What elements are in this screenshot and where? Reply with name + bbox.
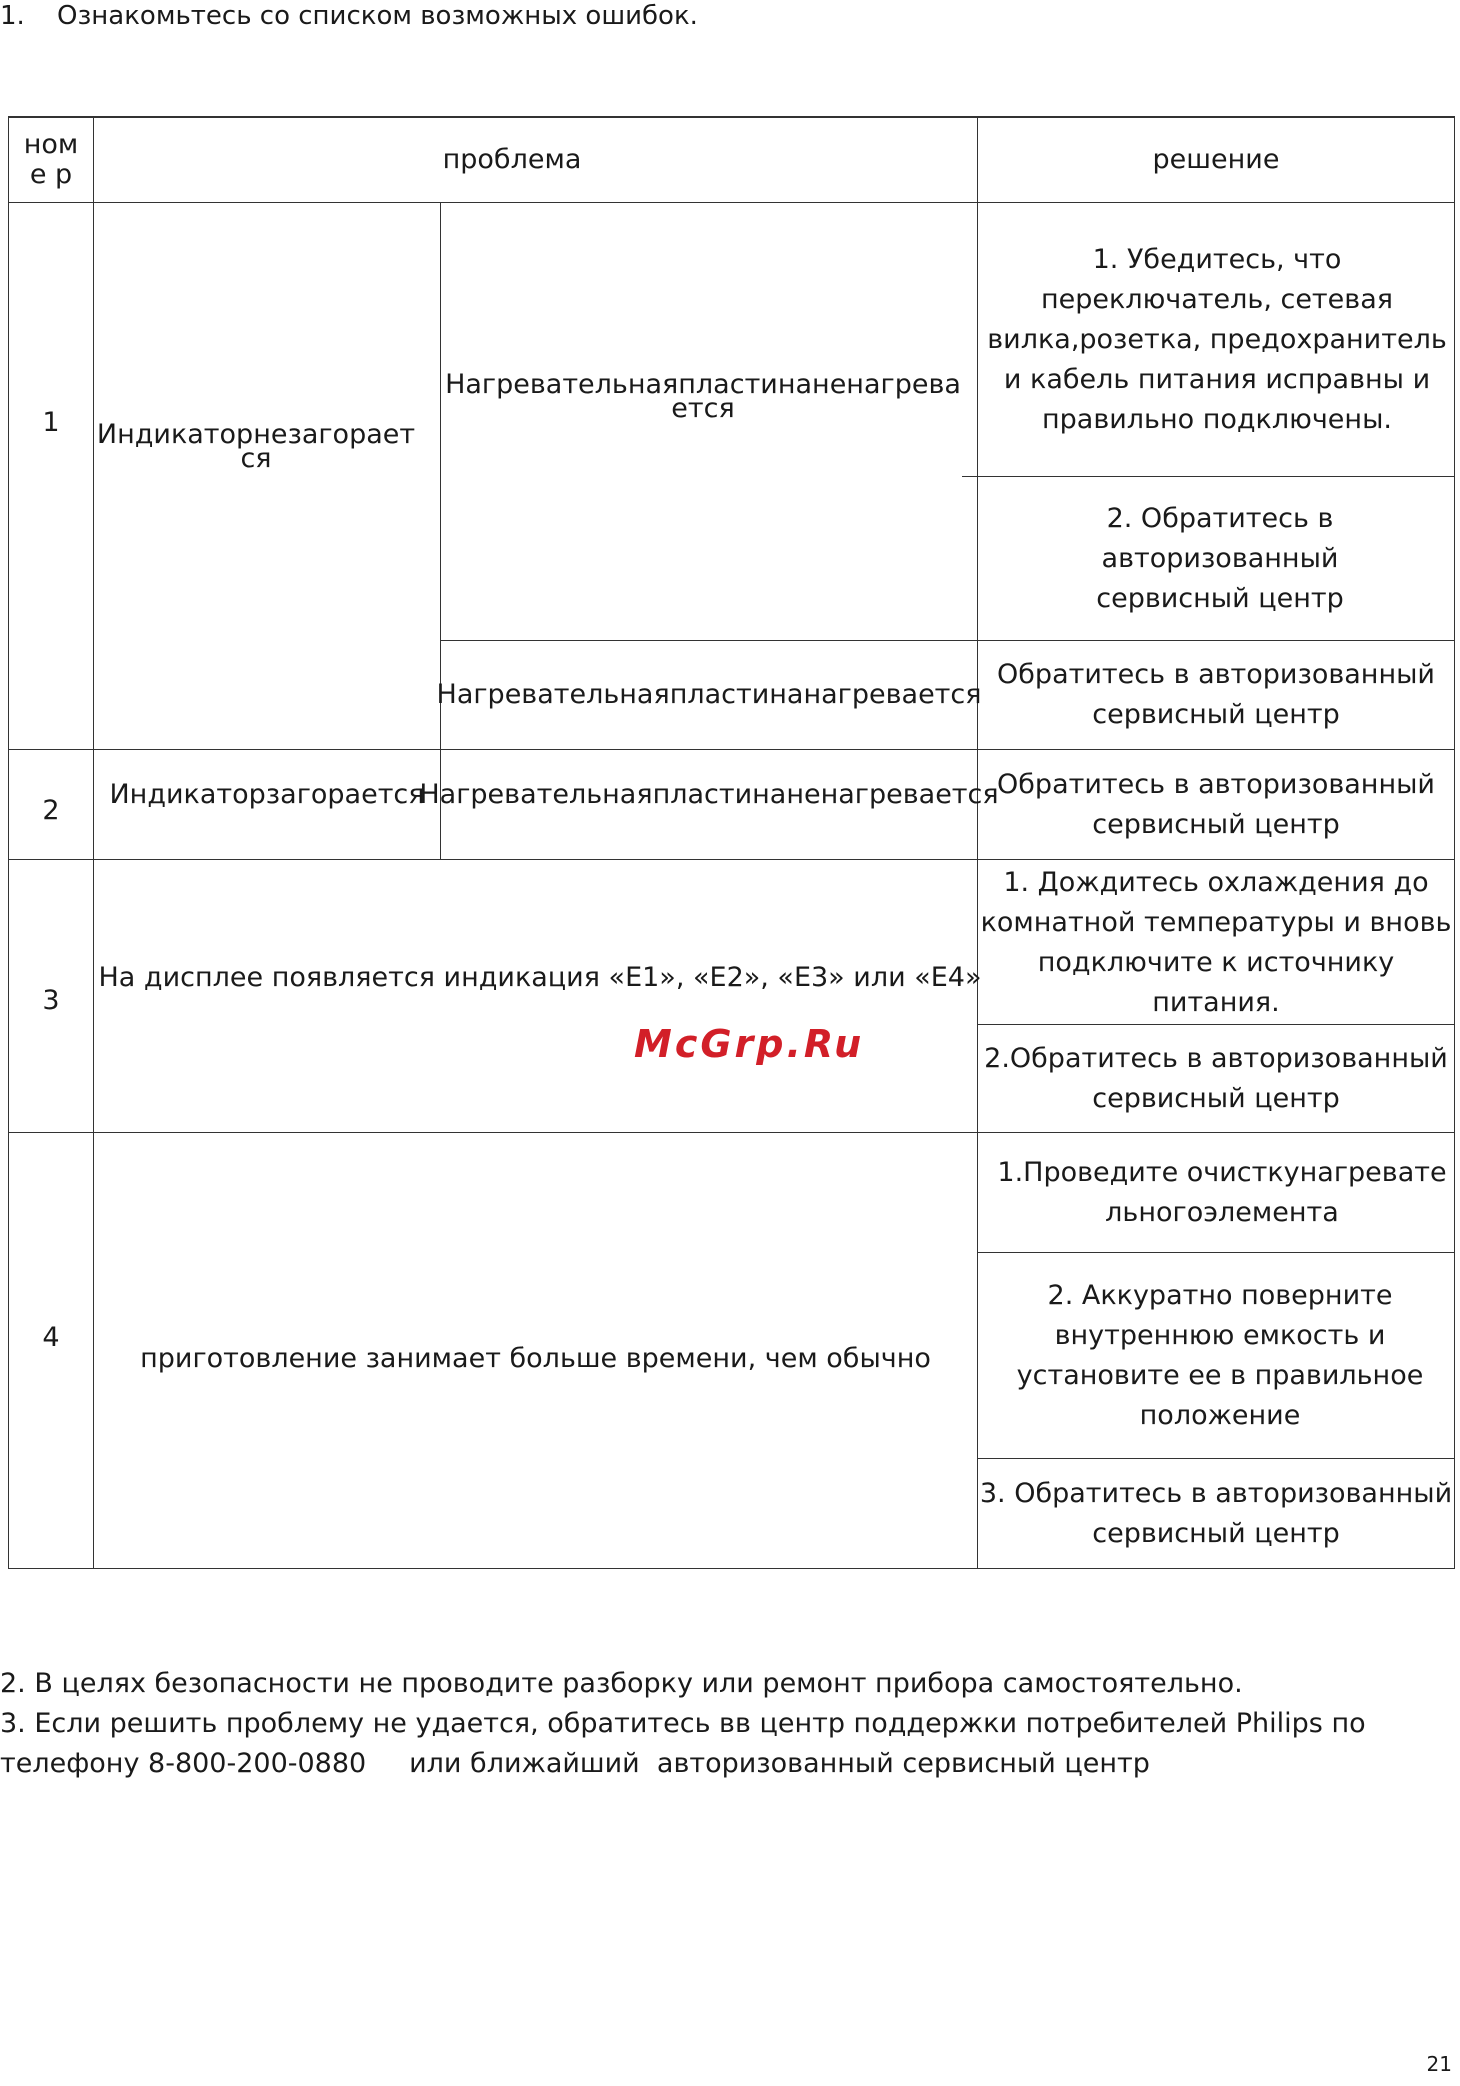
problem-text: Нагревательнаяпластинаненагревается: [445, 369, 961, 424]
row-2-problem: [419, 750, 999, 840]
row-1-problem-1: [442, 203, 964, 591]
notes: [0, 1664, 1366, 1784]
row-4-number: [9, 1133, 93, 1543]
note-safety: 2. В целях безопасности не проводите разборку или ремонт прибора самостоятельно.: [0, 1668, 1243, 1699]
row-4-solution-2: [995, 1253, 1445, 1458]
page-number: 21: [1426, 2052, 1452, 2076]
solution-text: 1.Проведите очисткунагревательногоэлемента: [997, 1156, 1447, 1228]
row-4-solution-1: [992, 1133, 1452, 1252]
solution-text: 2. Обратитесь в авторизованный сервисный центр: [1096, 502, 1344, 614]
table-border-right: [1454, 116, 1455, 1569]
solution-text: Обратитесь в авторизованный сервисный центр: [997, 768, 1435, 840]
header-problem: [94, 118, 930, 202]
section-number: 1.: [0, 1, 25, 31]
solution-text: 1. Дождитесь охлаждения до комнатной температуры и вновь подключите к источнику питания.: [980, 867, 1452, 1018]
problem-text: Нагревательнаяпластинанагревается: [436, 679, 982, 710]
problem-text: приготовление занимает больше времени, чем обычно: [140, 1343, 931, 1374]
row-number-text: 1: [42, 407, 60, 438]
watermark: McGrp.Ru: [634, 1022, 865, 1066]
row-number-text: 2: [42, 794, 60, 826]
problem-text: Нагревательнаяпластинаненагревается: [419, 779, 999, 810]
row-number-text: 4: [42, 1322, 60, 1353]
header-number: [9, 118, 93, 202]
row-2-number: [9, 750, 93, 859]
indicator-text: Индикаторзагорается: [109, 779, 425, 810]
solution-text: Обратитесь в авторизованный сервисный центр: [997, 659, 1435, 730]
row-1-indicator: [96, 203, 416, 691]
section-title: Ознакомьтесь со списком возможных ошибок.: [57, 1, 698, 31]
solution-text: 2. Аккуратно поверните внутреннюю емкость и установите ее в правильное положение: [1016, 1279, 1424, 1431]
row-1-solution-1: [982, 203, 1452, 476]
row-1-solution-3: [978, 641, 1454, 749]
row-1-problem-2: [436, 641, 982, 749]
header-number-text: номе р: [23, 129, 79, 190]
solution-text: 2.Обратитесь в авторизованный сервисный центр: [984, 1042, 1448, 1114]
row-number-text: 3: [42, 985, 60, 1016]
row-1-number: [9, 203, 93, 643]
indicator-text: Индикаторнезагорается: [96, 419, 416, 474]
solution-text: 1. Убедитесь, что переключатель, сетевая вилка,розетка, предохранитель и кабель питания исправны и правильно подключены.: [987, 243, 1447, 435]
row-2-indicator: [94, 750, 440, 840]
row-3-solution-2: [978, 1025, 1454, 1132]
row-4-problem: [94, 1133, 977, 1585]
problem-text: На дисплее появляется индикация «E1», «E2», «E3» или «E4»: [98, 962, 982, 993]
header-solution: [978, 118, 1454, 202]
solution-text: 3. Обратитесь в авторизованный сервисный центр: [979, 1477, 1453, 1549]
note-support-phone: телефону 8-800-200-0880 или ближайший авторизованный сервисный центр: [0, 1748, 1150, 1779]
row-2-solution: [978, 750, 1454, 859]
header-solution-text: решение: [1152, 144, 1280, 175]
row-3-number: [9, 860, 93, 1132]
row-1-solution-2: [1040, 477, 1400, 640]
row-4-solution-3: [978, 1459, 1454, 1568]
row-3-solution-1: [978, 862, 1454, 1024]
header-problem-text: проблема: [442, 144, 582, 175]
note-support: 3. Если решить проблему не удается, обратитесь вв центр поддержки потребителей Philips по: [0, 1708, 1366, 1739]
